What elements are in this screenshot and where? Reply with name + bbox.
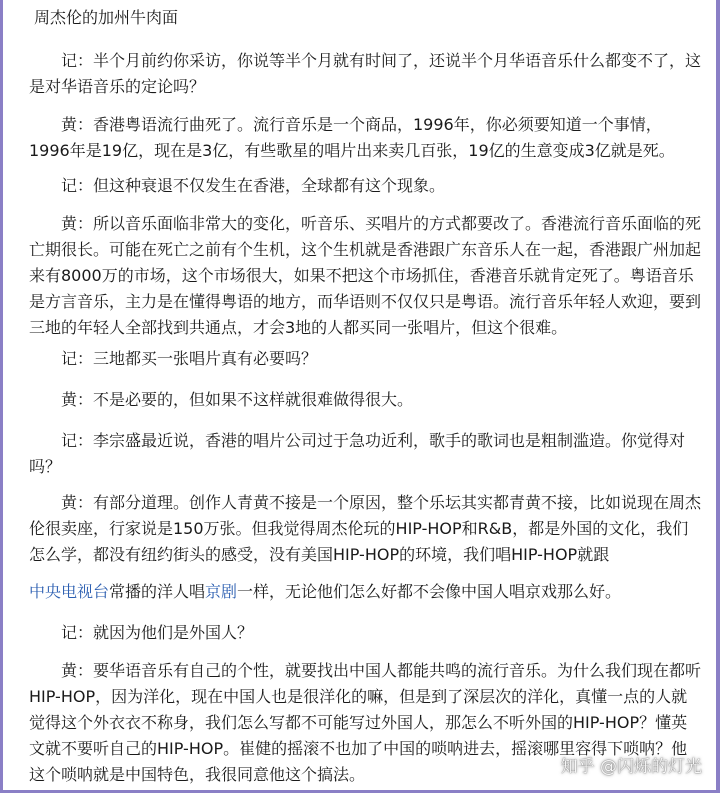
paragraph (29, 173, 701, 199)
paragraph-text: 记：就因为他们是外国人？ (61, 623, 254, 642)
article-title: 周杰伦的加州牛肉面 (34, 8, 179, 27)
paragraph (29, 620, 701, 646)
paragraph (29, 112, 701, 164)
paragraph-text: 一样，无论他们怎么好都不会像中国人唱京戏那么好。 (237, 582, 622, 601)
paragraph-with-links (29, 579, 701, 605)
paragraph (29, 48, 701, 100)
paragraph (29, 211, 701, 341)
zhihu-watermark: 知乎 @闪烁的灯光 (560, 757, 702, 777)
frame-border-right (716, 0, 720, 793)
paragraph-text: 记：但这种衰退不仅发生在香港，全球都有这个现象。 (61, 176, 446, 195)
paragraph-text: 记：三地都买一张唱片真有必要吗？ (61, 349, 318, 368)
paragraph-text: 黄：香港粤语流行曲死了。流行音乐是一个商品，1996年，你必须要知道一个事情，1996年是19亿，现在是3亿，有些歌星的唱片出来卖几百张，19亿的生意变成3亿就是死。 (29, 115, 675, 160)
paragraph (29, 346, 701, 372)
paragraph (29, 428, 701, 480)
link-peking-opera[interactable]: 京剧 (205, 582, 238, 601)
paragraph-text: 常播的洋人唱 (109, 582, 206, 601)
link-cctv[interactable]: 中央电视台 (29, 582, 110, 601)
paragraph-text: 黄：所以音乐面临非常大的变化，听音乐、买唱片的方式都要改了。香港流行音乐面临的死亡期很长。可能在死亡之前有个生机，这个生机就是香港跟广东音乐人在一起，香港跟广州加起来有8000万的市场，这个市场很大，如果不把这个市场抓住，香港音乐就肯定死了。粤语音乐是方言音乐，主力是在懂得粤语的地方，而华语则不仅仅只是粤语。流行音乐年轻人欢迎，要到三地的年轻人全部找到共通点，才会3地的人都买同一张唱片，但这个很难。 (29, 214, 702, 337)
paragraph-text: 记：半个月前约你采访，你说等半个月就有时间了，还说半个月华语音乐什么都变不了，这是对华语音乐的定论吗？ (29, 51, 702, 96)
paragraph-text: 黄：要华语音乐有自己的个性，就要找出中国人都能共鸣的流行音乐。为什么我们现在都听HIP-HOP，因为洋化，现在中国人也是很洋化的嘛，但是到了深层次的洋化，真懂一点的人就觉得这个外衣衣不称身，我们怎么写都不可能写过外国人，那怎么不听外国的HIP-HOP？懂英文就不要听自己的HIP-HOP。崔健的摇滚不也加了中国的唢呐进去，摇滚哪里容得下唢呐？他这个唢呐就是中国特色，我很同意他这个搞法。 (29, 661, 702, 784)
paragraph-text: 记：李宗盛最近说，香港的唱片公司过于急功近利，歌手的歌词也是粗制滥造。你觉得对吗？ (29, 431, 686, 476)
paragraph (29, 490, 701, 568)
paragraph-text: 黄：有部分道理。创作人青黄不接是一个原因，整个乐坛其实都青黄不接，比如说现在周杰伦很卖座，行家说是150万张。但我觉得周杰伦玩的HIP-HOP和R&B，都是外国的文化，我们怎么学，都没有纽约街头的感受，没有美国HIP-HOP的环境，我们唱HIP-HOP就跟 (29, 493, 702, 564)
paragraph (29, 387, 701, 413)
frame-border-left (0, 0, 3, 793)
paragraph-text: 黄：不是必要的，但如果不这样就很难做得很大。 (61, 390, 414, 409)
